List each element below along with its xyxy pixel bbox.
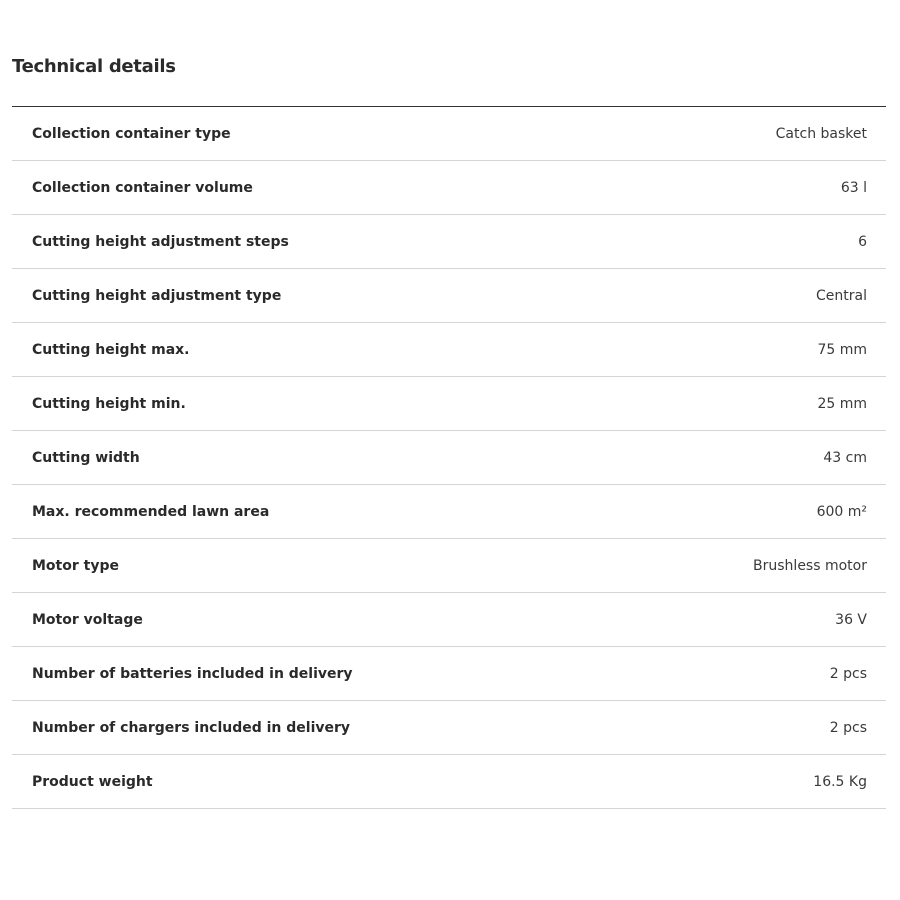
spec-value: Catch basket xyxy=(775,125,867,142)
spec-row xyxy=(12,539,886,593)
spec-value: 36 V xyxy=(835,611,867,628)
spec-row xyxy=(12,701,886,755)
spec-value: 43 cm xyxy=(823,449,867,466)
spec-row xyxy=(12,377,886,431)
spec-value: 6 xyxy=(858,233,867,250)
spec-label: Cutting height min. xyxy=(32,395,186,412)
spec-label: Number of batteries included in delivery xyxy=(32,665,353,682)
spec-value: 2 pcs xyxy=(829,719,867,736)
spec-row xyxy=(12,215,886,269)
spec-label: Motor type xyxy=(32,557,119,574)
spec-row xyxy=(12,485,886,539)
spec-value: 63 l xyxy=(840,179,867,196)
spec-row xyxy=(12,323,886,377)
section-title: Technical details xyxy=(12,56,176,77)
spec-value: Central xyxy=(816,287,867,304)
specs-table xyxy=(12,106,886,809)
spec-label: Cutting height max. xyxy=(32,341,190,358)
spec-label: Number of chargers included in delivery xyxy=(32,719,351,736)
spec-row xyxy=(12,593,886,647)
spec-label: Collection container volume xyxy=(32,179,253,196)
spec-row xyxy=(12,647,886,701)
spec-row xyxy=(12,431,886,485)
spec-label: Max. recommended lawn area xyxy=(32,503,270,520)
spec-row xyxy=(12,107,886,161)
spec-value: 600 m² xyxy=(816,503,867,520)
spec-value: 75 mm xyxy=(817,341,867,358)
spec-value: 2 pcs xyxy=(829,665,867,682)
spec-value: 16.5 Kg xyxy=(813,773,867,790)
spec-row xyxy=(12,269,886,323)
spec-label: Cutting height adjustment type xyxy=(32,287,282,304)
spec-row xyxy=(12,161,886,215)
spec-label: Product weight xyxy=(32,773,153,790)
spec-label: Cutting height adjustment steps xyxy=(32,233,289,250)
spec-value: Brushless motor xyxy=(753,557,867,574)
spec-label: Collection container type xyxy=(32,125,231,142)
spec-label: Cutting width xyxy=(32,449,140,466)
spec-label: Motor voltage xyxy=(32,611,143,628)
spec-value: 25 mm xyxy=(817,395,867,412)
spec-row xyxy=(12,755,886,809)
